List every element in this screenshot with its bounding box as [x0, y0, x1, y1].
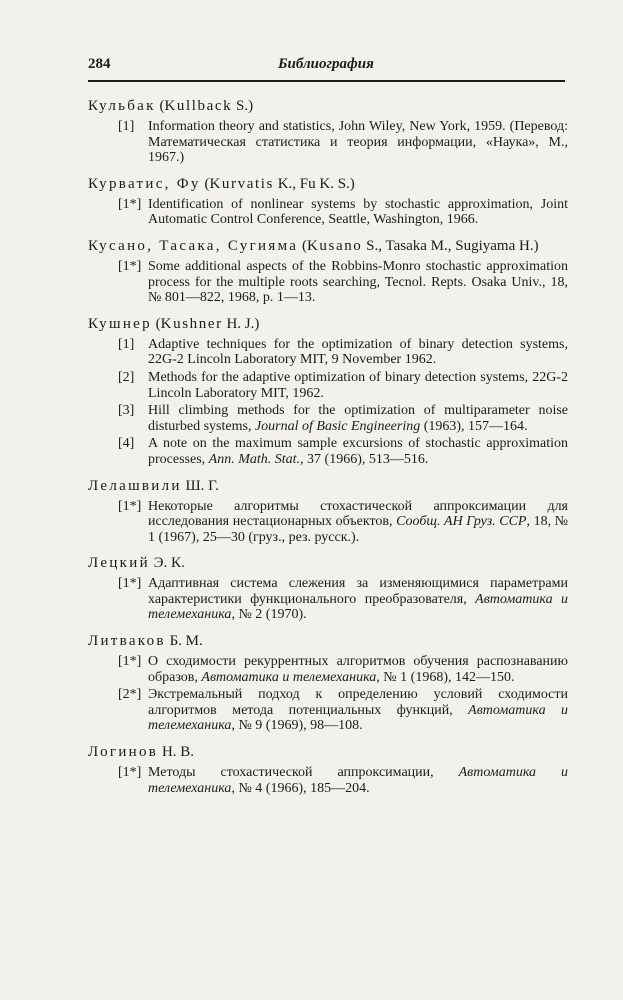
author-heading: [88, 477, 568, 496]
reference-number: [3]: [118, 403, 135, 419]
author-initials: Э. К.: [153, 555, 185, 572]
author-initials: (: [159, 98, 165, 114]
reference-text: Information theory and statistics, John Wiley, New York, 1959. (Перевод: Математическая статистика и теория информации, «Наука», М., 1967.): [148, 119, 568, 166]
reference-source-italic: Journal of Basic Engineering: [254, 418, 421, 434]
reference-item: [88, 119, 568, 166]
reference-item: [88, 403, 568, 434]
page-number: 284: [88, 56, 111, 72]
author-name-ru: Кусано, Тасака, Сугияма: [88, 237, 299, 254]
bibliography-list: [88, 97, 568, 805]
reference-item: [88, 197, 568, 228]
reference-item: [88, 765, 568, 796]
reference-item: [88, 337, 568, 368]
author-heading: [88, 743, 568, 762]
reference-list: [88, 197, 568, 228]
reference-number: [4]: [118, 436, 135, 452]
reference-text-end: , № 9 (1969), 98—108.: [231, 718, 363, 734]
reference-number: [1]: [118, 336, 135, 352]
author-heading: [88, 632, 568, 651]
author-name-latin: Kusano: [306, 237, 363, 254]
reference-source-italic: Автоматика и телемеханика: [148, 702, 569, 734]
reference-number: [1*]: [118, 765, 142, 781]
reference-item: [88, 687, 568, 734]
reference-number: [2*]: [118, 687, 142, 703]
author-name-ru: Курватис, Фу: [88, 175, 201, 192]
reference-text-end: , № 1 (1968), 142—150.: [376, 669, 515, 685]
reference-list: [88, 259, 568, 306]
reference-number: [1*]: [118, 576, 142, 592]
reference-text-end: , 18, № 1 (1967), 25—30 (груз., рез. русск.).: [148, 514, 568, 545]
reference-list: [88, 337, 568, 468]
reference-text: Методы стохастической аппроксимации,: [148, 765, 459, 781]
reference-list: [88, 765, 568, 796]
author-name-ru: Лелашвили: [88, 477, 182, 494]
reference-text: A note on the maximum sample excursions of stochastic approximation processes,: [148, 436, 568, 467]
author-name-latin: Kushner: [160, 315, 223, 332]
reference-item: [88, 654, 568, 685]
reference-text: Адаптивная система слежения за изменяющимися параметрами характеристики функционального преобразователя,: [148, 576, 568, 607]
reference-source-italic: Автоматика и телемеханика: [148, 591, 568, 623]
author-latin-initials: S.): [236, 98, 254, 114]
reference-text-end: , № 2 (1970).: [231, 607, 307, 623]
author-heading: [88, 175, 568, 194]
reference-list: [88, 119, 568, 166]
reference-list: [88, 654, 568, 734]
author-latin-initials: H. J.): [226, 315, 260, 332]
author-name-latin: Kurvatis: [209, 175, 274, 192]
reference-number: [1*]: [118, 258, 142, 274]
author-initials: Н. В.: [161, 744, 195, 761]
reference-text-end: , № 4 (1966), 185—204.: [231, 780, 370, 796]
author-initials: (: [301, 237, 307, 254]
reference-text: О сходимости рекуррентных алгоритмов обучения распознаванию образов,: [148, 654, 568, 685]
author-latin-initials: K., Fu K. S.): [277, 175, 355, 192]
reference-source-italic: Сообщ. АН Груз. ССР: [396, 514, 527, 530]
reference-list: [88, 499, 568, 546]
reference-item: [88, 576, 568, 623]
reference-number: [1*]: [118, 654, 142, 670]
reference-source-italic: Ann. Math. Stat.: [208, 451, 301, 467]
reference-text: Identification of nonlinear systems by stochastic approximation, Joint Automatic Control Conference, Seattle, Washington, 1966.: [148, 196, 568, 228]
author-heading: [88, 237, 568, 256]
reference-number: [1*]: [118, 196, 142, 212]
author-initials: Б. М.: [169, 633, 203, 650]
reference-number: [2]: [118, 369, 135, 385]
author-heading: [88, 315, 568, 334]
author-name-ru: Кушнер: [88, 315, 152, 332]
reference-item: [88, 436, 568, 467]
reference-number: [1]: [118, 119, 135, 134]
reference-item: [88, 499, 568, 546]
author-name-latin: Kullback: [164, 98, 233, 114]
running-title: Библиография: [278, 56, 374, 72]
author-name-ru: Лецкий: [88, 555, 150, 572]
author-initials: (: [204, 175, 210, 192]
header-rule: [88, 80, 565, 82]
author-latin-initials: S., Tasaka M., Sugiyama H.): [366, 237, 539, 254]
author-name-ru: Кульбак: [88, 98, 156, 114]
author-name-ru: Литваков: [88, 633, 166, 650]
reference-text-end: , 37 (1966), 513—516.: [300, 451, 429, 467]
reference-item: [88, 259, 568, 306]
running-header: [88, 56, 565, 76]
author-name-ru: Логинов: [88, 744, 159, 761]
author-initials: Ш. Г.: [185, 477, 219, 494]
reference-source-italic: Автоматика и телемеханика: [201, 669, 377, 685]
reference-item: [88, 370, 568, 401]
author-initials: (: [155, 315, 161, 332]
reference-text: Some additional aspects of the Robbins-Monro stochastic approximation process for the multiple roots searching, Tecnol. Repts. Osaka Univ., 18, № 801—822, 1968, p. 1—13.: [148, 258, 568, 306]
author-heading: [88, 554, 568, 573]
reference-text: Adaptive techniques for the optimization of binary detection systems, 22G-2 Lincoln Laboratory MIT, 9 November 1962.: [148, 336, 568, 368]
reference-text-end: (1963), 157—164.: [420, 418, 528, 434]
reference-text: Экстремальный подход к определению условий сходимости алгоритмов метода потенциальных функций,: [148, 687, 568, 718]
reference-text: Некоторые алгоритмы стохастической аппроксимации для исследования нестационарных объектов,: [148, 498, 568, 530]
reference-number: [1*]: [118, 498, 142, 514]
reference-list: [88, 576, 568, 623]
reference-source-italic: Автоматика и телемеханика: [148, 765, 569, 796]
author-heading: [88, 97, 568, 116]
reference-text: Hill climbing methods for the optimization of multiparameter noise disturbed systems,: [148, 403, 568, 434]
reference-text: Methods for the adaptive optimization of binary detection systems, 22G-2 Lincoln Laboratory MIT, 1962.: [148, 369, 568, 401]
